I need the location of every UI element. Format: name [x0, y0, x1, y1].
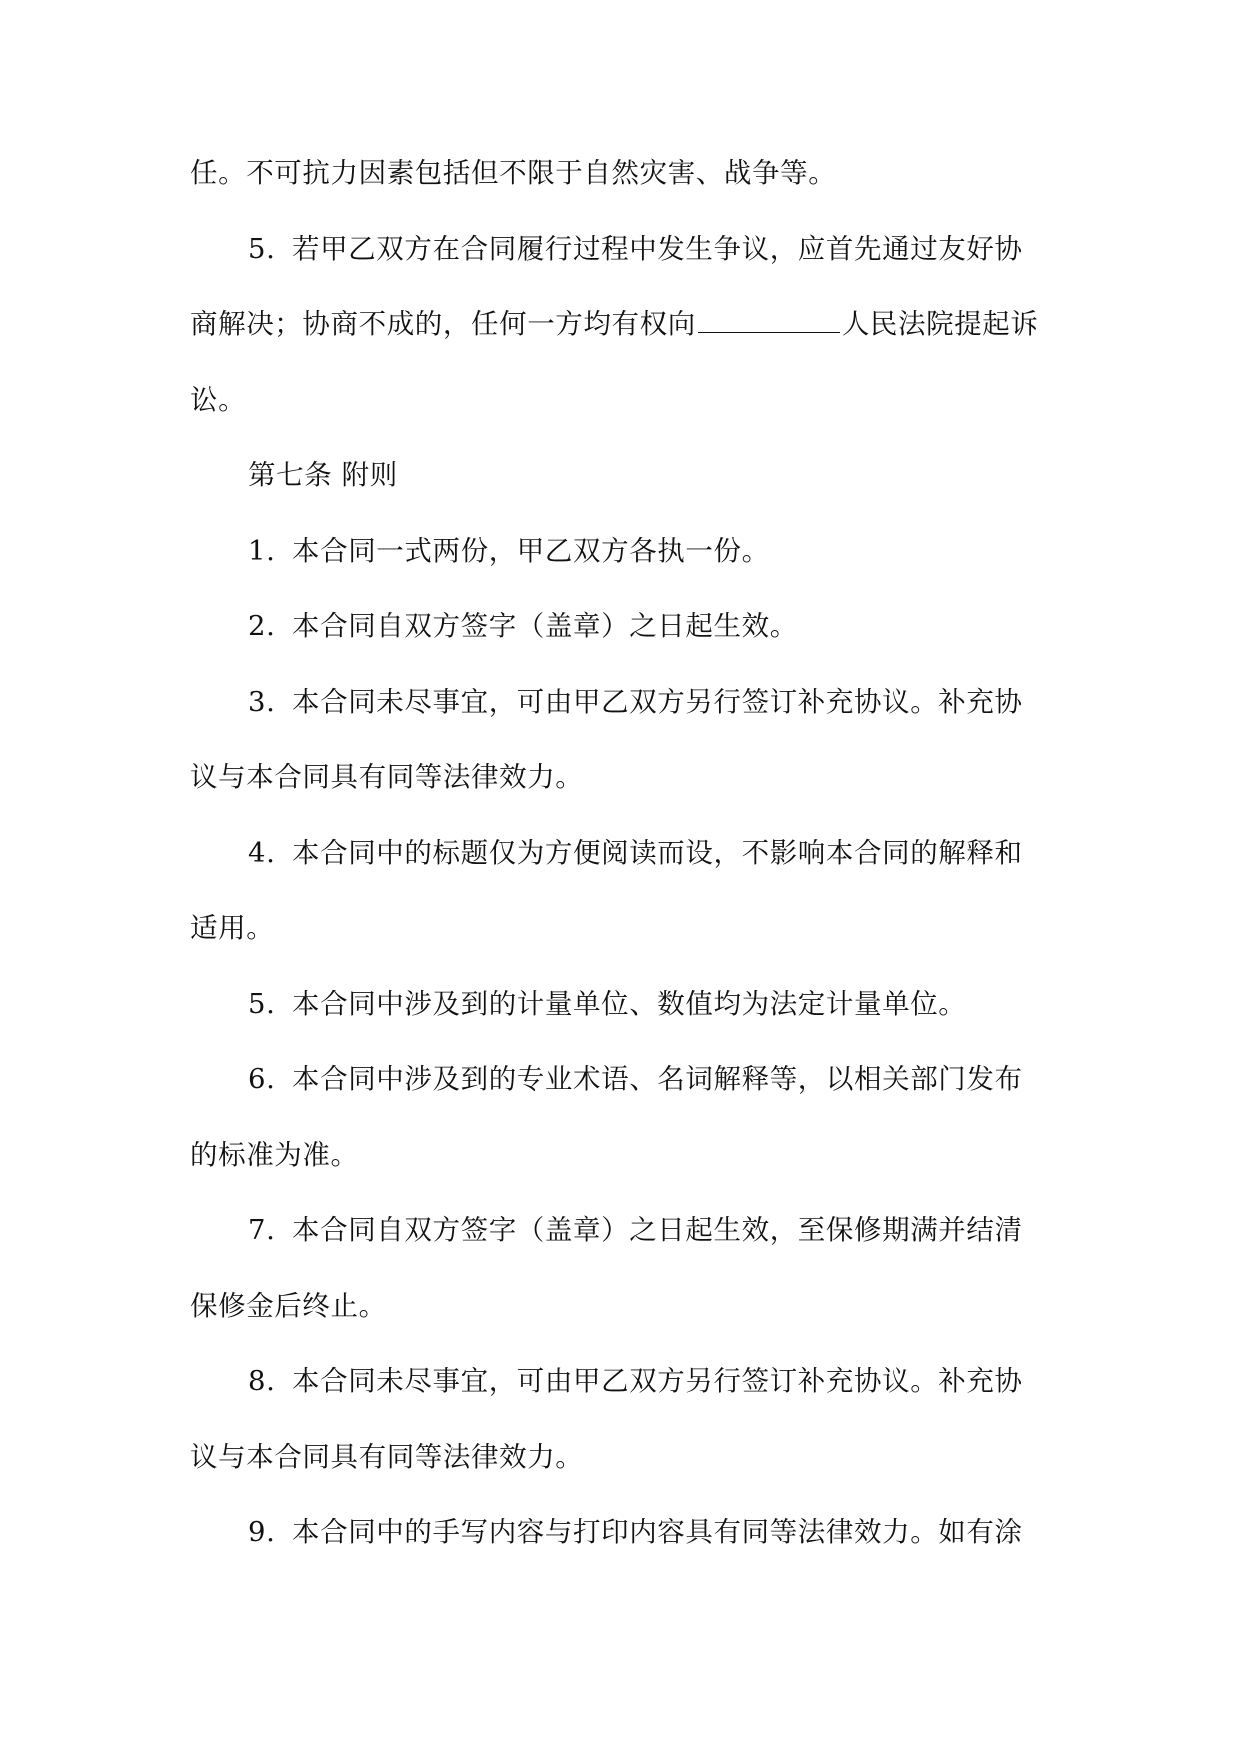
line-text: 人民法院提起诉 — [841, 308, 1039, 340]
text-line — [190, 816, 1060, 892]
text-line — [190, 287, 1060, 363]
line-text: 的标准为准。 — [190, 1138, 359, 1171]
line-text: 讼。 — [190, 383, 247, 416]
line-text: 本合同中涉及到的专业术语、名词解释等，以相关部门发布 — [292, 1063, 1023, 1095]
text-line — [190, 1420, 1060, 1496]
clause-number: 3. — [248, 685, 276, 718]
text-line — [190, 1042, 1060, 1118]
line-text: 本合同中的标题仅为方便阅读而设，不影响本合同的解释和 — [292, 836, 1023, 869]
line-text: 保修金后终止。 — [190, 1289, 387, 1322]
text-line — [190, 891, 1060, 967]
line-text: 议与本合同具有同等法律效力。 — [190, 761, 584, 793]
line-text: 本合同自双方签字（盖章）之日起生效。 — [292, 610, 798, 642]
line-text: 适用。 — [190, 912, 275, 944]
text-line — [190, 514, 1060, 590]
clause-number: 5. — [248, 987, 276, 1020]
line-text: 本合同一式两份，甲乙双方各执一份。 — [292, 534, 770, 567]
clause-number: 2. — [248, 610, 276, 642]
clause-number: 6. — [248, 1063, 276, 1095]
text-line — [190, 212, 1060, 288]
fill-in-blank — [698, 310, 840, 333]
line-text: 第七条 附则 — [248, 459, 398, 491]
text-line — [190, 1495, 1060, 1571]
line-text: 本合同未尽事宜，可由甲乙双方另行签订补充协议。补充协 — [292, 1365, 1023, 1397]
contract-body-text — [190, 136, 1060, 1571]
clause-number: 5. — [248, 232, 276, 265]
line-text: 本合同自双方签字（盖章）之日起生效，至保修期满并结清 — [292, 1214, 1023, 1246]
clause-number: 4. — [248, 836, 276, 869]
clause-number: 7. — [248, 1214, 276, 1246]
text-line — [190, 967, 1060, 1043]
clause-number: 1. — [248, 534, 276, 567]
text-line — [190, 1118, 1060, 1194]
line-text: 任。不可抗力因素包括但不限于自然灾害、战争等。 — [190, 157, 837, 189]
text-line — [190, 589, 1060, 665]
text-line — [190, 1269, 1060, 1345]
text-line — [190, 1344, 1060, 1420]
line-text: 议与本合同具有同等法律效力。 — [190, 1440, 584, 1473]
line-text: 本合同中涉及到的计量单位、数值均为法定计量单位。 — [292, 987, 967, 1020]
text-line — [190, 438, 1060, 514]
line-text: 本合同中的手写内容与打印内容具有同等法律效力。如有涂 — [292, 1516, 1023, 1548]
clause-number: 9. — [248, 1516, 276, 1548]
text-line — [190, 665, 1060, 741]
clause-number: 8. — [248, 1365, 276, 1397]
line-text: 商解决；协商不成的，任何一方均有权向 — [190, 308, 696, 340]
text-line — [190, 740, 1060, 816]
line-text: 本合同未尽事宜，可由甲乙双方另行签订补充协议。补充协 — [292, 685, 1023, 718]
text-line — [190, 1193, 1060, 1269]
line-text: 若甲乙双方在合同履行过程中发生争议，应首先通过友好协 — [292, 232, 1023, 265]
text-line — [190, 363, 1060, 439]
text-line — [190, 136, 1060, 212]
